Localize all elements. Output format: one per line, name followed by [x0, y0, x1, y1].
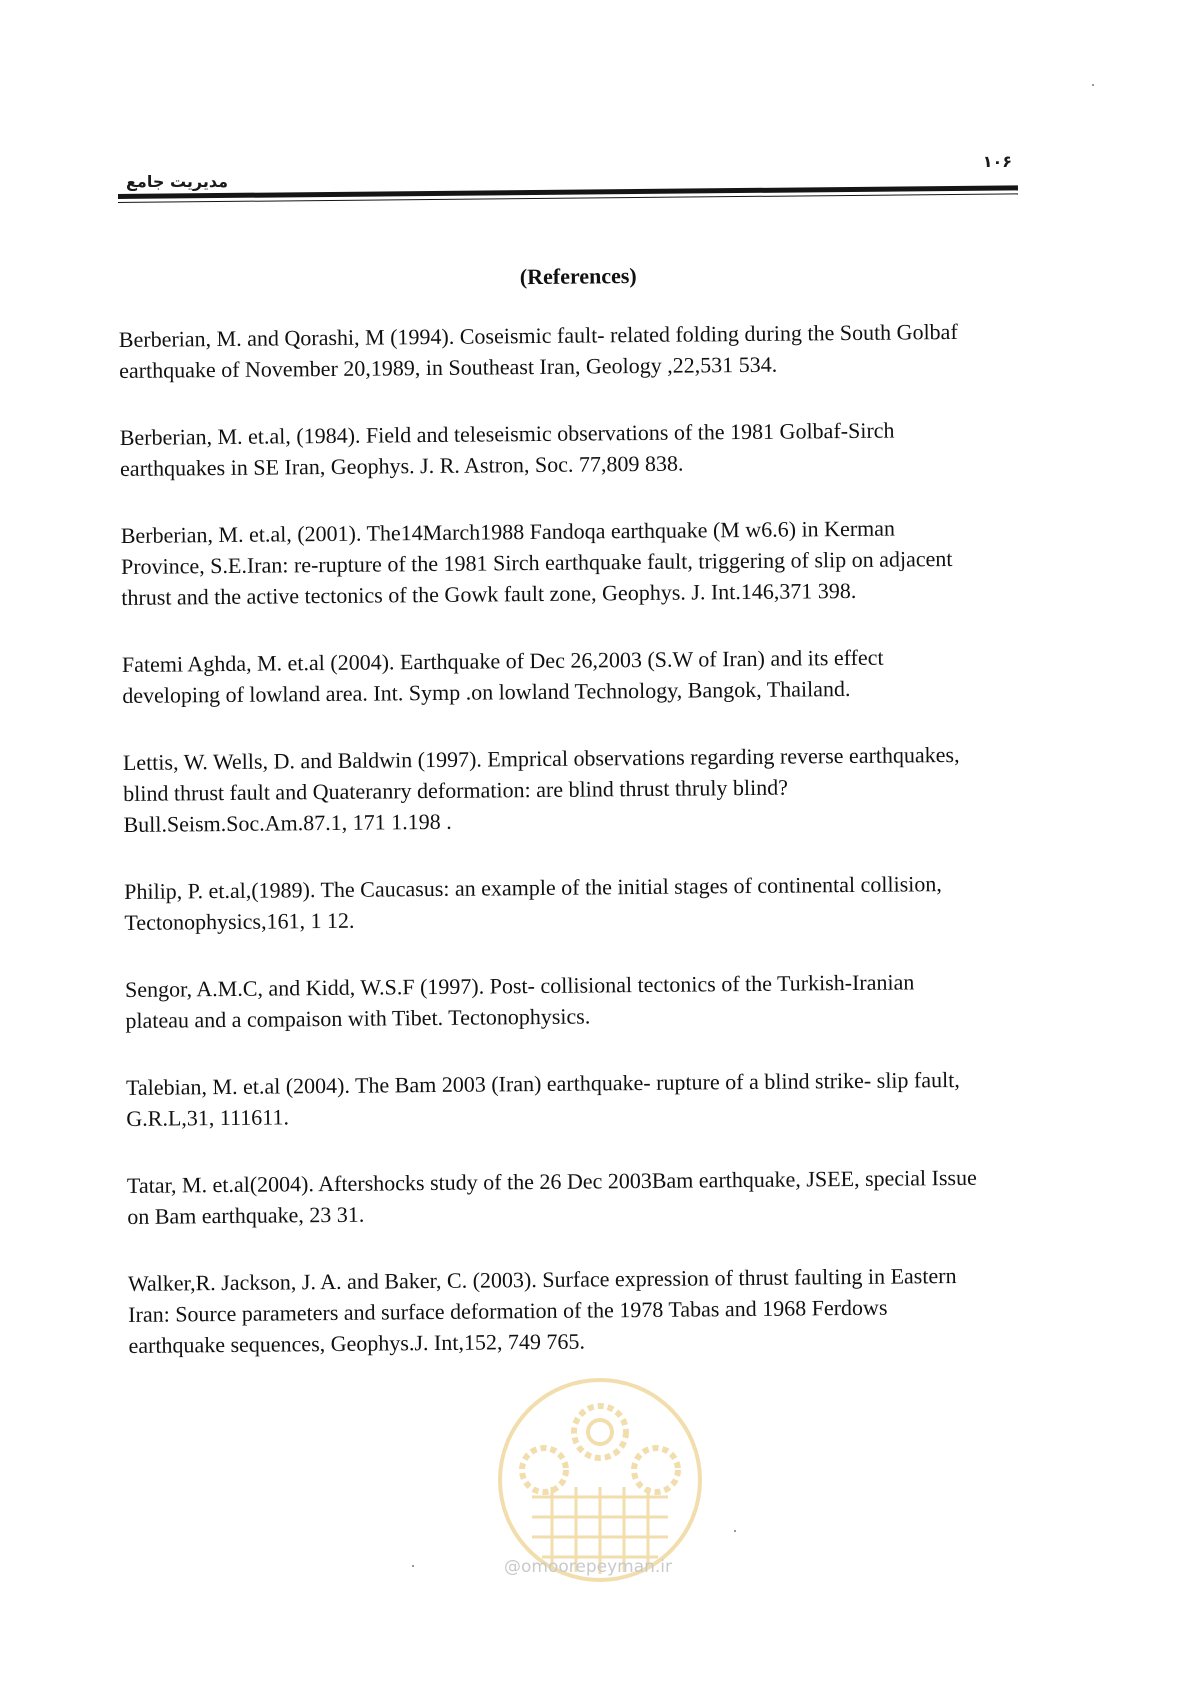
scan-speck: [412, 1565, 414, 1567]
references-heading: (References): [519, 263, 637, 290]
watermark-seal-icon: [492, 1372, 708, 1588]
scan-speck: [734, 1530, 736, 1532]
references-section: [118, 241, 1049, 1397]
reference-item: Walker,R. Jackson, J. A. and Baker, C. (2003). Surface expression of thrust faulting in Eastern Iran: Source parameters and surface deformation of the 1978 Tabas and 1968 Ferdows earthquake sequences, Geophys.J. Int,152, 749 765.: [127, 1262, 957, 1358]
reference-item: Sengor, A.M.C, and Kidd, W.S.F (1997). Post- collisional tectonics of the Turkish-Iranian plateau and a compaison with Tibet. Tectonophysics.: [124, 969, 915, 1033]
reference-item: Berberian, M. and Qorashi, M (1994). Coseismic fault- related folding during the South Golbaf earthquake of November 20,1989, in Southeast Iran, Geology ,22,531 534.: [118, 318, 958, 383]
reference-item: Talebian, M. et.al (2004). The Bam 2003 (Iran) earthquake- rupture of a blind strike- slip fault, G.R.L,31, 111611.: [125, 1066, 960, 1131]
reference-item: Lettis, W. Wells, D. and Baldwin (1997). Emprical observations regarding reverse earthquakes, blind thrust fault and Quateranry deformation: are blind thrust thruly blind? Bull.Seism.Soc.Am.87.1, 171 1.198 .: [122, 741, 960, 837]
watermark-text: @omoorepeyman.ir: [504, 1557, 673, 1577]
reference-item: Berberian, M. et.al, (2001). The14March1988 Fandoqa earthquake (M w6.6) in Kerman Province, S.E.Iran: re-rupture of the 1981 Sirch earthquake fault, triggering of slip on adjacent thrust and the active tectonics of the Gowk fault zone, Geophys. J. Int.146,371 398.: [120, 515, 953, 610]
reference-item: Philip, P. et.al,(1989). The Caucasus: an example of the initial stages of continental collision, Tectonophysics,161, 1 12.: [124, 871, 942, 935]
reference-item: Tatar, M. et.al(2004). Aftershocks study of the 26 Dec 2003Bam earthquake, JSEE, special Issue on Bam earthquake, 23 31.: [126, 1164, 977, 1229]
page-number: ۱۰۶: [982, 152, 1012, 171]
reference-item: Fatemi Aghda, M. et.al (2004). Earthquake of Dec 26,2003 (S.W of Iran) and its effect developing of lowland area. Int. Symp .on lowland Technology, Bangok, Thailand.: [121, 644, 884, 708]
reference-item: Berberian, M. et.al, (1984). Field and teleseismic observations of the 1981 Golbaf-Sirch earthquakes in SE Iran, Geophys. J. R. Astron, Soc. 77,809 838.: [119, 417, 895, 481]
page-header: [118, 150, 1018, 210]
scan-speck: [1092, 84, 1094, 86]
journal-title: مدیریت جامع: [126, 172, 228, 191]
